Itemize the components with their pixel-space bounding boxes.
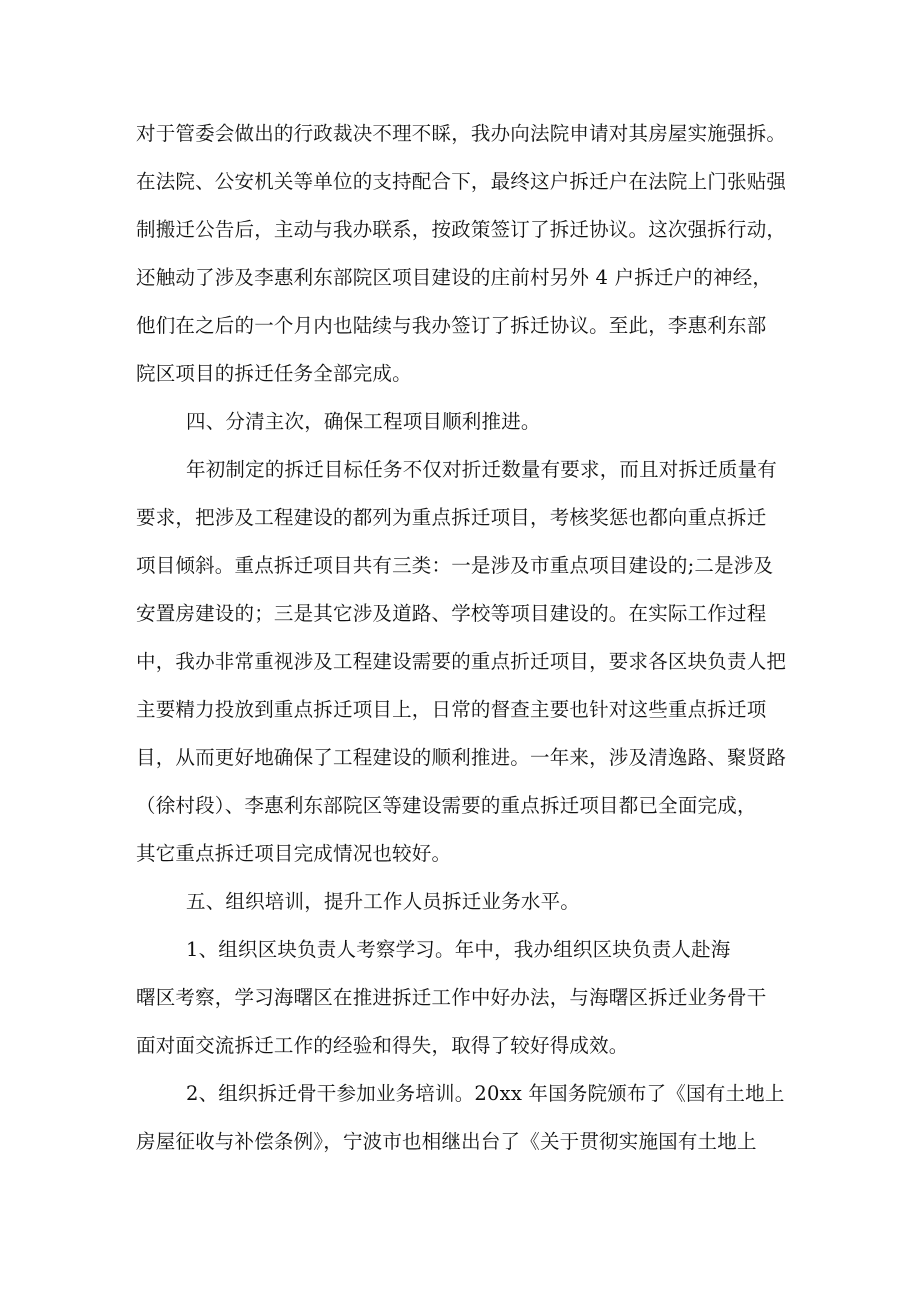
text-line: 安置房建设的；三是其它涉及道路、学校等项目建设的。在实际工作过程 [136, 602, 767, 625]
text-line: 面对面交流拆迁工作的经验和得失，取得了较好得成效。 [136, 1034, 629, 1057]
text-line: 主要精力投放到重点拆迁项目上，日常的督查主要也针对这些重点拆迁项 [136, 698, 767, 721]
section-heading: 五、组织培训，提升工作人员拆迁业务水平。 [186, 890, 581, 913]
text-line: 1、组织区块负责人考察学习。年中，我办组织区块负责人赴海 [186, 938, 731, 961]
text-line: （徐村段）、李惠利东部院区等建设需要的重点拆迁项目都已全面完成， [136, 794, 757, 817]
text-line: 其它重点拆迁项目完成情况也较好。 [136, 842, 452, 865]
text-line: 目，从而更好地确保了工程建设的顺利推进。一年来，涉及清逸路、聚贤路 [136, 746, 787, 769]
text-line: 项目倾斜。重点拆迁项目共有三类：一是涉及市重点项目建设的;二是涉及 [136, 554, 774, 577]
text-line: 对于管委会做出的行政裁决不理不睬，我办向法院申请对其房屋实施强拆。 [136, 122, 787, 145]
text-line: 制搬迁公告后，主动与我办联系，按政策签订了拆迁协议。这次强拆行动， [136, 218, 787, 241]
section-heading: 四、分清主次，确保工程项目顺利推进。 [186, 410, 541, 433]
text-line: 2、组织拆迁骨干参加业务培训。20xx 年国务院颁布了《国有土地上 [186, 1082, 785, 1105]
text-line: 在法院、公安机关等单位的支持配合下，最终这户拆迁户在法院上门张贴强 [136, 170, 787, 193]
text-line: 还触动了涉及李惠利东部院区项目建设的庄前村另外 4 户拆迁户的神经， [136, 266, 773, 289]
text-line: 要求，把涉及工程建设的都列为重点拆迁项目，考核奖惩也都向重点拆迁 [136, 506, 767, 529]
text-line: 曙区考察，学习海曙区在推进拆迁工作中好办法，与海曙区拆迁业务骨干 [136, 986, 767, 1009]
text-line: 中，我办非常重视涉及工程建设需要的重点折迁项目，要求各区块负责人把 [136, 650, 787, 673]
text-line: 他们在之后的一个月内也陆续与我办签订了拆迁协议。至此，李惠利东部 [136, 314, 767, 337]
text-line: 院区项目的拆迁任务全部完成。 [136, 362, 412, 385]
text-line: 房屋征收与补偿条例》，宁波市也相继出台了《关于贯彻实施国有土地上 [136, 1130, 757, 1153]
text-line: 年初制定的拆迁目标任务不仅对折迁数量有要求，而且对拆迁质量有 [186, 458, 778, 481]
